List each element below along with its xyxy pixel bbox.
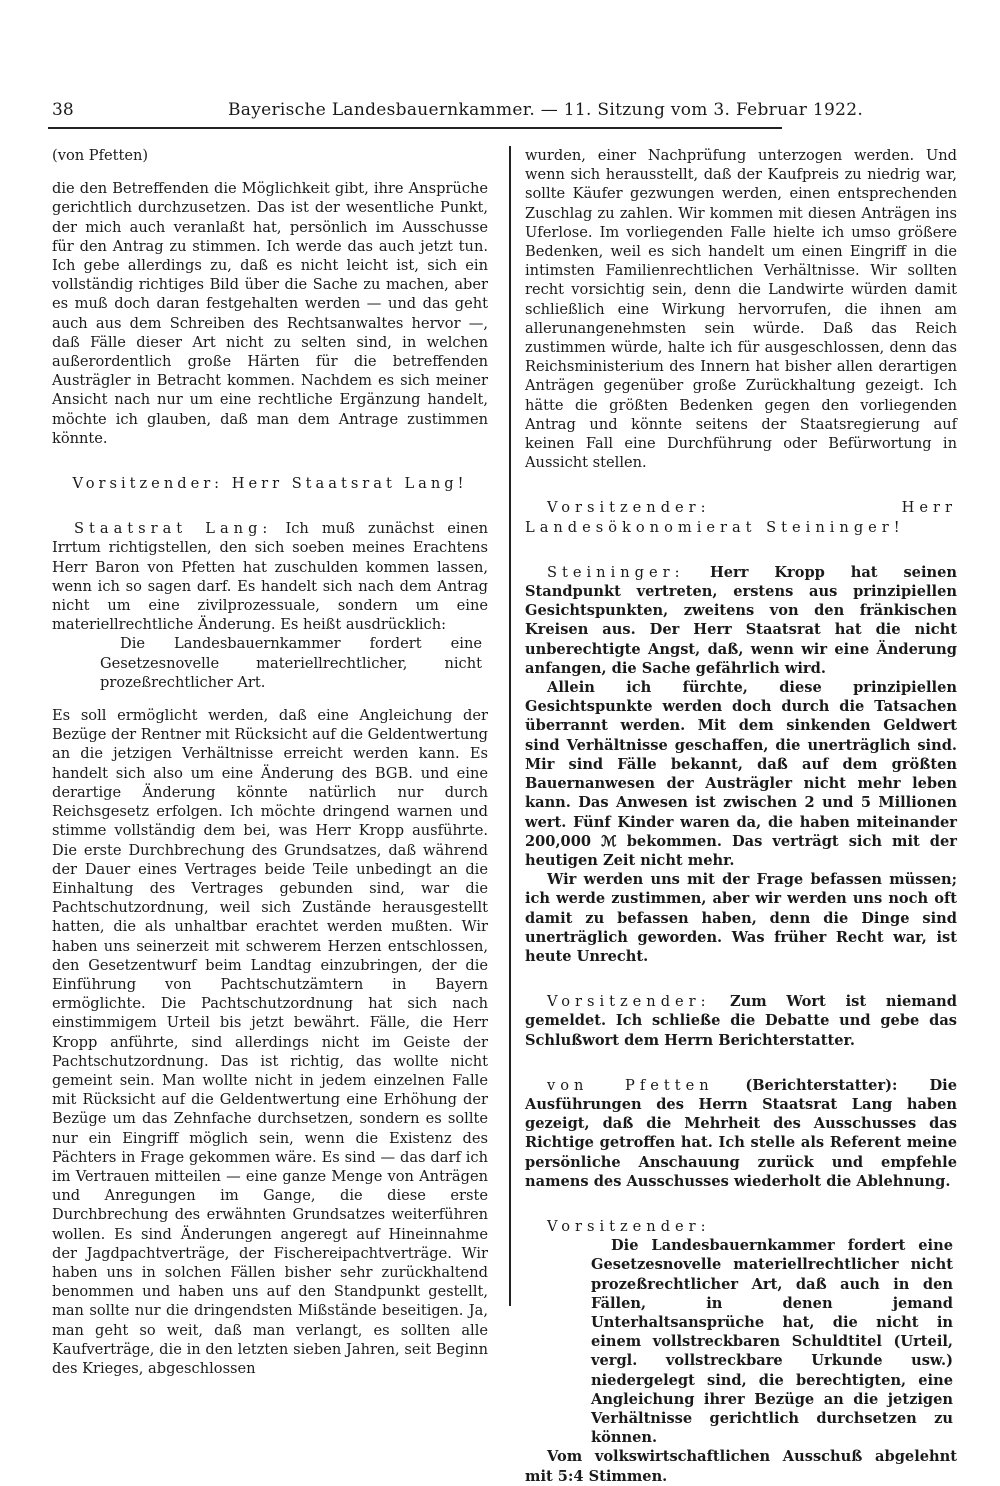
- speaker-name: Vorsitzender:: [547, 993, 711, 1011]
- left-column: [52, 146, 488, 1378]
- page-number: 38: [52, 100, 74, 120]
- paragraph: Wir werden uns mit der Frage befassen müssen; ich werde zustimmen, aber wir werden uns noch oft damit zu befassen haben, denn die Dinge sind unerträglich geworden. Was früher Recht war, ist heute Unrecht.: [525, 871, 957, 965]
- paragraph: [525, 1076, 957, 1191]
- chair-heading: Vorsitzender: Herr Landesökonomierat Steininger!: [525, 499, 957, 536]
- quoted-motion: Die Landesbauernkammer fordert eine Gesetzesnovelle materiellrechtlicher nicht prozeßrechtlicher Art, daß auch in den Fällen, in denen jemand Unterhaltsansprüche hat, die nicht in einem vollstreckbaren Schuldtitel (Urteil, vergl. vollstreckbare Urkunde usw.) niedergelegt sind, die berechtigten, eine Angleichung ihrer Bezüge an die jetzigen Verhältnisse gerichtlich durchsetzen zu können.: [591, 1237, 953, 1447]
- paragraph: [525, 563, 957, 678]
- paragraph-text: Herr Kropp hat seinen Standpunkt vertreten, erstens aus prinzipiellen Gesichtspunkten, zweitens von den fränkischen Kreisen aus. Der Herr Staatsrat hat die nicht unberechtigte Angst, daß, wenn wir eine Änderung anfangen, die Sache gefährlich wird.: [525, 563, 958, 677]
- running-title: Bayerische Landesbauernkammer. — 11. Sitzung vom 3. Februar 1922.: [228, 100, 864, 120]
- right-column: [525, 146, 957, 1486]
- header-rule: [48, 127, 782, 129]
- paragraph: Es soll ermöglicht werden, daß eine Angleichung der Bezüge der Rentner mit Rücksicht auf die Geldentwertung an die jetzigen Verhältnisse erreicht werden kann. Es handelt sich also um eine Änderung des BGB. und eine derartige Änderung könnte natürlich nur durch Reichsgesetz erfolgen. Ich möchte dringend warnen und stimme vollständig dem bei, was Herr Kropp ausführte. Die erste Durchbrechung des Grundsatzes, daß während der Dauer eines Vertrages beide Teile unbedingt an die Einhaltung des Vertrages gebunden sind, war die Pachtschutzordnung, weil sich Zustände herausgestellt hatten, die als unhaltbar erachtet werden mußten. Wir haben uns seinerzeit mit schwerem Herzen entschlossen, den Gesetzentwurf beim Landtag einzubringen, der die Einführung von Pachtschutzämtern in Bayern ermöglichte. Die Pachtschutzordnung hat sich nach einstimmigem Urteil bis jetzt bewährt. Fälle, die Herr Kropp anführte, sind allerdings nicht im Geiste der Pachtschutzordnung. Das ist richtig, das wollte nicht gemeint sein. Man wollte nicht in jedem einzelnen Falle mit Rücksicht auf die Geldentwertung eine Erhöhung der Bezüge um das Zehnfache durchsetzen, sondern es sollte nur ein Eingriff möglich sein, wenn die Existenz des Pächters in Frage gekommen wäre. Es sind — das darf ich im Vertrauen mitteilen — eine ganze Menge von Anträgen und Anregungen im Gange, die diese erste Durchbrechung des erwähnten Grundsatzes weiterführen wollen. Es sind Änderungen angeregt auf Hineinnahme der Jagdpachtverträge, der Fischereipachtverträge. Wir haben uns in solchen Fällen bisher sehr zurückhaltend benommen und haben uns auf den Standpunkt gestellt, man sollte nur die dringendsten Mißstände beseitigen. Ja, man geht so weit, daß man verlangt, es sollten alle Kaufverträge, die in den letzten sieben Jahren, seit Beginn des Krieges, abgeschlossen: [52, 707, 488, 1377]
- paragraph-text: (Berichterstatter): Die Ausführungen des Herrn Staatsrat Lang haben gezeigt, daß die Mehrheit des Ausschusses das Richtige getroffen hat. Ich stelle als Referent meine persönliche Anschauung zurück und empfehle namens des Ausschusses wiederholt die Ablehnung.: [525, 1076, 957, 1190]
- speaker-name: Vorsitzender:: [547, 1217, 711, 1235]
- paragraph: [52, 519, 488, 634]
- paragraph: die den Betreffenden die Möglichkeit gibt, ihre Ansprüche gerichtlich durchzusetzen. Das ist der wesentliche Punkt, der mich auch veranlaßt hat, persönlich im Ausschusse für den Antrag zu stimmen. Ich werde das auch jetzt tun. Ich gebe allerdings zu, daß es nicht leicht ist, sich ein vollständig richtiges Bild über die Sache zu machen, aber es muß doch daran festgehalten werden — und das geht auch aus dem Schreiben des Rechtsanwaltes hervor —, daß Fälle dieser Art nicht zu selten sind, in welchen außerordentlich große Härten für die betreffenden Austrägler in Betracht kommen. Nachdem es sich meiner Ansicht nach nur um eine rechtliche Ergänzung handelt, möchte ich glauben, daß man dem Antrage zustimmen könnte.: [52, 180, 488, 447]
- column-divider: [509, 146, 511, 1306]
- vote-result: Vom volkswirtschaftlichen Ausschuß abgelehnt mit 5:4 Stimmen.: [525, 1448, 957, 1485]
- paragraph: Allein ich fürchte, diese prinzipiellen Gesichtspunkte werden doch durch die Tatsachen überrannt werden. Mit dem sinkenden Geldwert sind Verhältnisse geschaffen, die unerträglich sind. Mir sind Fälle bekannt, daß auf dem größten Bauernanwesen der Austrägler nicht mehr leben kann. Das Anwesen ist zwischen 2 und 5 Millionen wert. Fünf Kinder waren da, die haben miteinander 200,000 ℳ bekommen. Das verträgt sich mit der heutigen Zeit nicht mehr.: [525, 679, 957, 869]
- paragraph-text: Zum Wort ist niemand gemeldet. Ich schließe die Debatte und gebe das Schlußwort dem Herrn Berichterstatter.: [525, 993, 957, 1049]
- speaker-continuation: (von Pfetten): [52, 147, 149, 164]
- paragraph: wurden, einer Nachprüfung unterzogen werden. Und wenn sich herausstellt, daß der Kaufpreis zu niedrig war, sollte Käufer gezwungen werden, einen entsprechenden Zuschlag zu zahlen. Wir kommen mit diesen Anträgen ins Uferlose. Im vorliegenden Falle hielte ich umso größere Bedenken, weil es sich handelt um einen Eingriff in die intimsten Familienrechtlichen Verhältnisse. Wir sollten recht vorsichtig sein, denn die Landwirte würden damit schließlich eine Wirkung hervorrufen, die ihnen am allerunangenehmsten sein würde. Daß das Reich zustimmen würde, halte ich für ausgeschlossen, denn das Reichsministerium des Innern hat bisher allen derartigen Anträgen gegenüber große Zurückhaltung gezeigt. Ich hätte die größten Bedenken gegen den vorliegenden Antrag und könnte seitens der Staatsregierung auf keinen Fall eine Durchführung oder Befürwortung in Aussicht stellen.: [525, 147, 957, 472]
- paragraph: [525, 992, 957, 1050]
- speaker-name: von Pfetten: [547, 1076, 714, 1094]
- quoted-motion: Die Landesbauernkammer fordert eine Gesetzesnovelle materiellrechtlicher, nicht prozeßrechtlicher Art.: [100, 635, 482, 691]
- speaker-name: Staatsrat Lang:: [74, 520, 273, 538]
- paragraph-text: Ich muß zunächst einen Irrtum richtigstellen, den sich soeben meines Erachtens Herr Baron von Pfetten hat zuschulden kommen lassen, wenn ich so sagen darf. Es handelt sich nach dem Antrag nicht um eine zivilprozessuale, sondern um eine materiellrechtliche Änderung. Es heißt ausdrücklich:: [52, 520, 489, 634]
- speaker-name: Steininger:: [547, 563, 685, 581]
- chair-heading: Vorsitzender: Herr Staatsrat Lang!: [72, 475, 468, 493]
